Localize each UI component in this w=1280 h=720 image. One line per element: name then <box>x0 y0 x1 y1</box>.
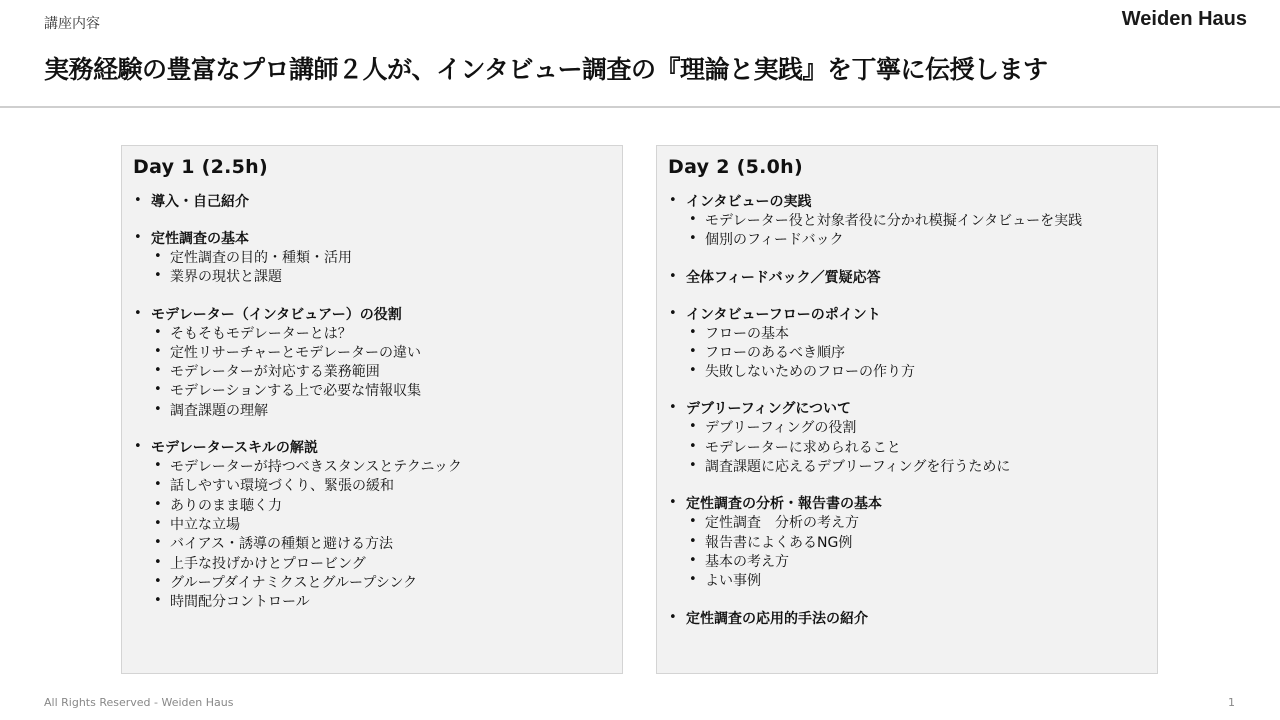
topic-heading: • 定性調査の分析・報告書の基本 <box>668 495 1145 514</box>
subtopic-list <box>668 325 1145 383</box>
topic-heading: • モデレータースキルの解説 <box>133 439 610 458</box>
subtopic-item: • モデレーターが対応する業務範囲 <box>133 363 610 382</box>
subtopic-item: • バイアス・誘導の種類と避ける方法 <box>133 535 610 554</box>
topic-heading: • 定性調査の応用的手法の紹介 <box>668 610 1145 629</box>
subtopic-item: • 調査課題の理解 <box>133 402 610 421</box>
subtopic-item: • 上手な投げかけとプロービング <box>133 555 610 574</box>
day1-panel <box>121 145 623 674</box>
topic-item <box>668 193 1145 251</box>
subtopic-item: • 基本の考え方 <box>668 553 1145 572</box>
topic-item <box>133 193 610 212</box>
topic-item <box>668 306 1145 383</box>
subtopic-item: • 定性調査 分析の考え方 <box>668 514 1145 533</box>
subtopic-item: • 中立な立場 <box>133 516 610 535</box>
topic-item <box>668 610 1145 629</box>
subtopic-item: • フローのあるべき順序 <box>668 344 1145 363</box>
subtopic-item: • ありのまま聴く力 <box>133 497 610 516</box>
topic-item <box>133 306 610 421</box>
subtopic-list <box>133 458 610 612</box>
subtopic-item: • グループダイナミクスとグループシンク <box>133 574 610 593</box>
subtopic-list <box>668 212 1145 251</box>
footer-copyright: All Rights Reserved - Weiden Haus <box>44 696 234 709</box>
subtopic-item: • デブリーフィングの役割 <box>668 419 1145 438</box>
topic-heading: • インタビューの実践 <box>668 193 1145 212</box>
subtopic-item: • 話しやすい環境づくり、緊張の緩和 <box>133 477 610 496</box>
topic-heading: • 導入・自己紹介 <box>133 193 610 212</box>
day2-title: Day 2 (5.0h) <box>668 156 803 178</box>
subtopic-item: • モデレーターが持つべきスタンスとテクニック <box>133 458 610 477</box>
subtopic-item: • 業界の現状と課題 <box>133 268 610 287</box>
subtopic-item: • よい事例 <box>668 572 1145 591</box>
day2-panel <box>656 145 1158 674</box>
topic-item <box>668 495 1145 591</box>
subtopic-item: • 個別のフィードバック <box>668 231 1145 250</box>
subtopic-item: • そもそもモデレーターとは？ <box>133 325 610 344</box>
subtopic-item: • フローの基本 <box>668 325 1145 344</box>
topic-heading: • モデレーター（インタビュアー）の役割 <box>133 306 610 325</box>
slide-title: 実務経験の豊富なプロ講師２人が、インタビュー調査の『理論と実践』を丁寧に伝授します <box>44 55 1048 84</box>
subtopic-item: • モデレーターに求められること <box>668 439 1145 458</box>
subtopic-item: • 調査課題に応えるデブリーフィングを行うために <box>668 458 1145 477</box>
subtopic-item: • 定性調査の目的・種類・活用 <box>133 249 610 268</box>
subtopic-item: • モデレーター役と対象者役に分かれ模擬インタビューを実践 <box>668 212 1145 231</box>
page-number: 1 <box>1228 696 1235 709</box>
topic-heading: • デブリーフィングについて <box>668 400 1145 419</box>
subtopic-list <box>668 419 1145 477</box>
day2-topic-list <box>668 193 1145 629</box>
subtopic-item: • 時間配分コントロール <box>133 593 610 612</box>
brand-logo: Weiden Haus <box>1121 8 1247 30</box>
subtopic-list <box>133 325 610 421</box>
topic-item <box>668 269 1145 288</box>
subtopic-item: • 失敗しないためのフローの作り方 <box>668 363 1145 382</box>
section-label: 講座内容 <box>44 16 100 32</box>
subtopic-list <box>133 249 610 288</box>
topic-heading: • インタビューフローのポイント <box>668 306 1145 325</box>
subtopic-item: • 報告書によくあるNG例 <box>668 534 1145 553</box>
topic-heading: • 定性調査の基本 <box>133 230 610 249</box>
header-divider <box>0 106 1280 108</box>
topic-item <box>133 439 610 612</box>
day1-title: Day 1 (2.5h) <box>133 156 268 178</box>
subtopic-item: • モデレーションする上で必要な情報収集 <box>133 382 610 401</box>
topic-heading: • 全体フィードバック／質疑応答 <box>668 269 1145 288</box>
day1-topic-list <box>133 193 610 612</box>
topic-item <box>668 400 1145 477</box>
subtopic-item: • 定性リサーチャーとモデレーターの違い <box>133 344 610 363</box>
subtopic-list <box>668 514 1145 591</box>
topic-item <box>133 230 610 288</box>
